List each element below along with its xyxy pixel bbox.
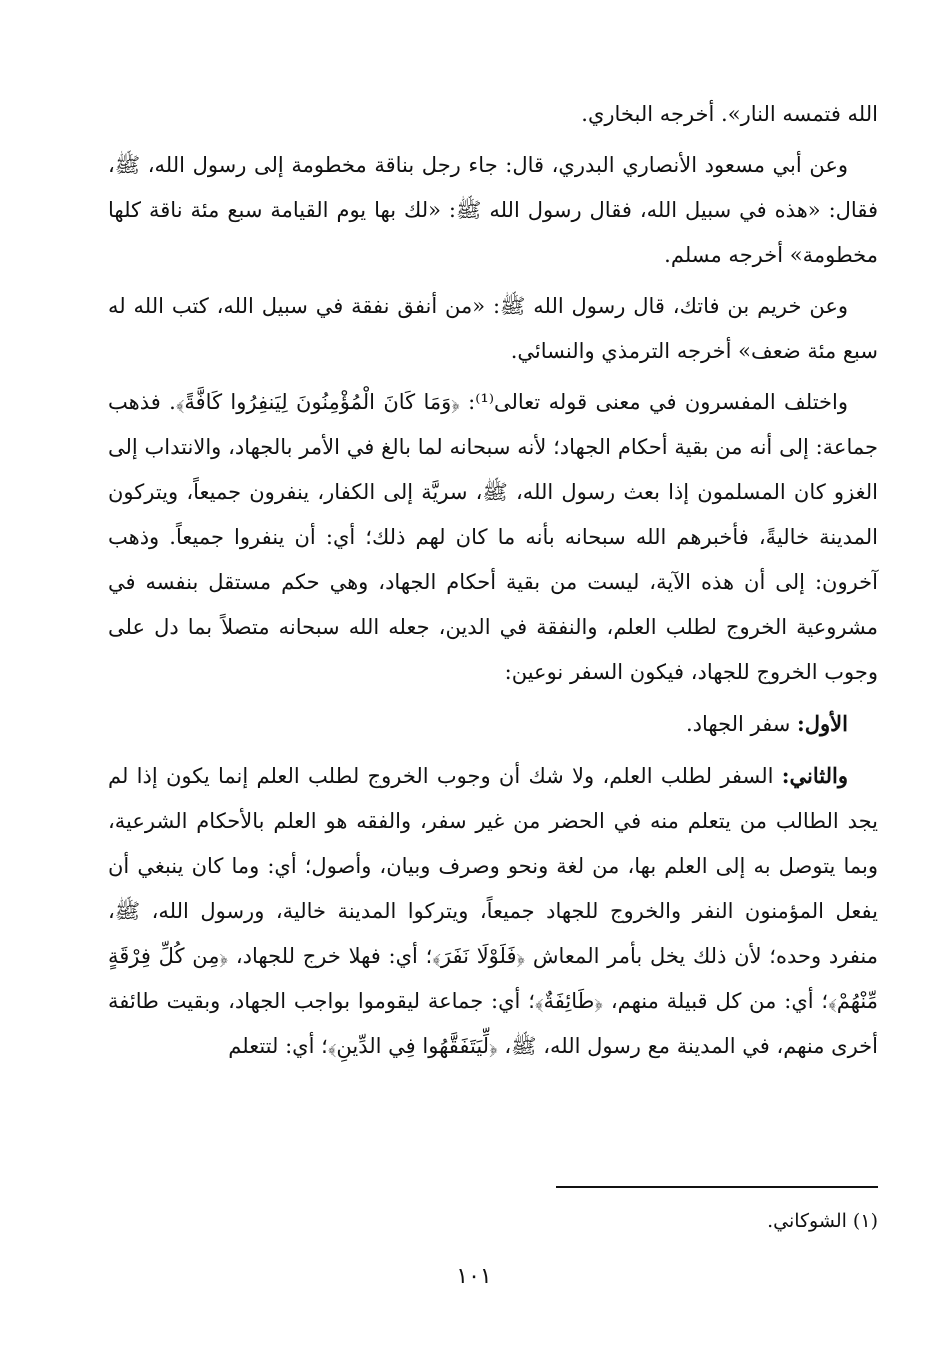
second-type-lead: والثاني: (781, 763, 848, 788)
second-type-text: السفر لطلب العلم، ولا شك أن وجوب الخروج لطلب العلم إنما يكون إذا لم يجد الطالب من يتعلم منه في الحضر من غير سفر، والفقه هو العلم بالأحكام الشرعية، وبما يتوصل به إلى العلم بها، من لغة ونحو وصرف وبيان، وأصول؛ أي: وما كان ينبغي أن يفعل المؤمنون النفر والخروج للجهاد جميعاً، ويتركوا المدينة خالية، ورسول الله، ﷺ، منفرد وحده؛ لأن ذلك يخل بأمر المعاش ﴿فَلَوْلَا نَفَرَ﴾؛ أي: فهلا خرج للجهاد، ﴿مِن كُلِّ فِرْقَةٍ مِّنْهُمْ﴾؛ أي: من كل قبيلة منهم، ﴿طَائِفَةٌ﴾؛ أي: جماعة ليقوموا بواجب الجهاد، وبقيت طائفة أخرى منهم، في المدينة مع رسول الله، ﷺ، ﴿لِّيَتَفَقَّهُوا فِي الدِّينِ﴾؛ أي: لتتعلم (108, 764, 878, 1058)
paragraph-second-type (108, 753, 878, 1069)
footnote: (١) الشوكاني. (767, 1210, 878, 1232)
paragraph-abu-masud: وعن أبي مسعود الأنصاري البدري، قال: جاء رجل بناقة مخطومة إلى رسول الله، ﷺ، فقال: «هذه في سبيل الله، فقال رسول الله ﷺ: «لك بها يوم القيامة سبع مئة ناقة كلها مخطومة» أخرجه مسلم. (108, 153, 878, 267)
paragraph-mufassirun: واختلف المفسرون في معنى قوله تعالى⁽¹⁾: ﴿وَمَا كَانَ الْمُؤْمِنُونَ لِيَنفِرُوا كَافَّةً﴾. فذهب جماعة: إلى أنه من بقية أحكام الجهاد؛ لأنه سبحانه لما بالغ في الأمر بالجهاد، والانتداب إلى الغزو كان المسلمون إذا بعث رسول الله، ﷺ، سريَّة إلى الكفار، ينفرون جميعاً، ويتركون المدينة خاليةً، فأخبرهم الله سبحانه بأنه ما كان لهم ذلك؛ أي: أن ينفروا جميعاً. وذهب آخرون: إلى أن هذه الآية، ليست من بقية أحكام الجهاد، وهي حكم مستقل بنفسه في مشروعية الخروج لطلب العلم، والنفقة في الدين، جعله الله سبحانه متصلاً بما دل على وجوب الخروج للجهاد، فيكون السفر نوعين: (108, 390, 878, 684)
paragraph-first-type (108, 701, 878, 747)
paragraph-khuraym: وعن خريم بن فاتك، قال رسول الله ﷺ: «من أنفق نفقة في سبيل الله، كتب الله له سبع مئة ضعف» أخرجه الترمذي والنسائي. (108, 294, 878, 363)
page-body (108, 92, 878, 1075)
footnote-divider (556, 1186, 878, 1188)
page-number: ١٠١ (456, 1264, 492, 1289)
first-type-text: سفر الجهاد. (685, 712, 798, 736)
first-type-lead: الأول: (797, 711, 848, 736)
paragraph-bukhari-ending: الله فتمسه النار». أخرجه البخاري. (581, 102, 878, 126)
